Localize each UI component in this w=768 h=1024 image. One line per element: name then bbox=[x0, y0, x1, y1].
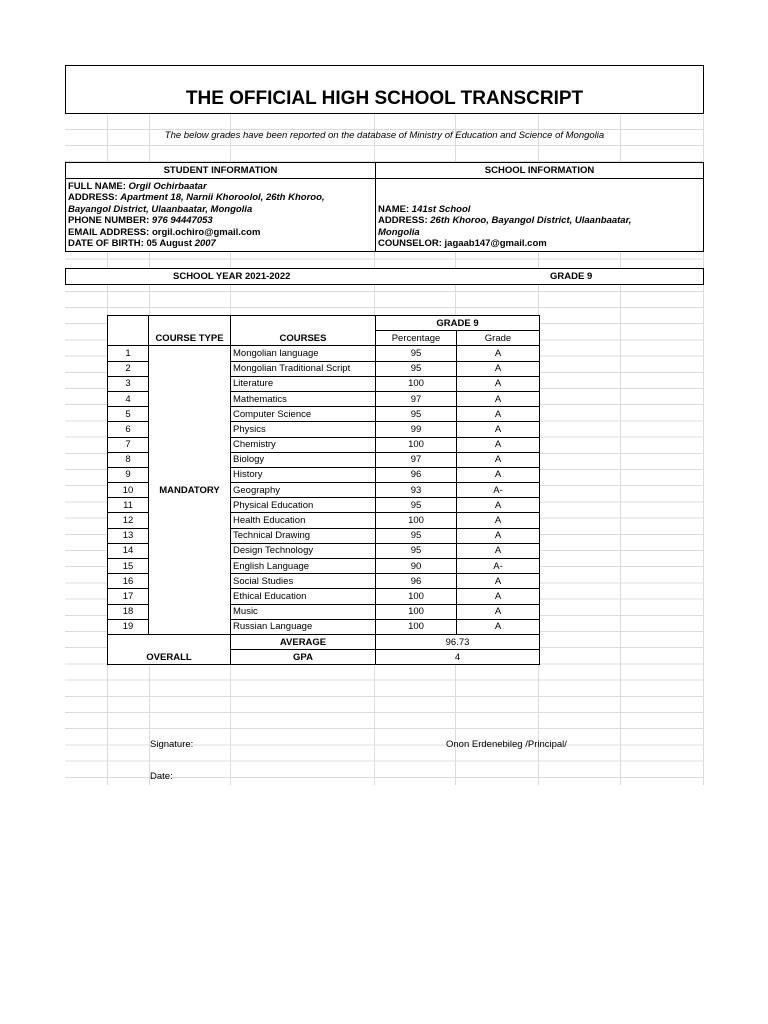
course-name: Social Studies bbox=[231, 574, 376, 589]
letter-grade: A bbox=[457, 574, 540, 589]
letter-grade: A bbox=[457, 604, 540, 619]
average-value: 96.73 bbox=[376, 634, 540, 649]
table-row bbox=[108, 346, 540, 361]
label: ADDRESS: bbox=[378, 215, 428, 227]
courses-header: COURSES bbox=[231, 316, 376, 346]
course-name: Chemistry bbox=[231, 437, 376, 452]
row-number: 1 bbox=[108, 346, 149, 361]
grades-table bbox=[107, 315, 540, 665]
course-name: Physical Education bbox=[231, 498, 376, 513]
student-dob-year: 2007 bbox=[194, 238, 216, 250]
course-name: Mathematics bbox=[231, 391, 376, 406]
course-type-header: COURSE TYPE bbox=[149, 316, 231, 346]
school-info-body bbox=[378, 204, 700, 250]
course-name: Geography bbox=[231, 483, 376, 498]
row-number: 3 bbox=[108, 376, 149, 391]
label: ADDRESS: bbox=[68, 192, 118, 204]
student-email-line bbox=[68, 227, 373, 238]
title-text: THE OFFICIAL HIGH SCHOOL TRANSCRIPT bbox=[185, 88, 584, 109]
student-phone-line bbox=[68, 215, 373, 226]
row-number: 17 bbox=[108, 589, 149, 604]
row-number: 14 bbox=[108, 543, 149, 558]
row-number: 12 bbox=[108, 513, 149, 528]
page-title bbox=[65, 65, 704, 114]
label: FULL NAME: bbox=[68, 181, 126, 192]
student-address-cont: Bayangol District, Ulaanbaatar, Mongolia bbox=[68, 203, 253, 215]
school-year: SCHOOL YEAR 2021-2022 bbox=[173, 271, 291, 282]
letter-grade: A- bbox=[457, 559, 540, 574]
percentage: 95 bbox=[376, 543, 457, 558]
student-email: orgil.ochiro@gmail.com bbox=[151, 226, 261, 238]
letter-grade: A bbox=[457, 361, 540, 376]
percentage-header: Percentage bbox=[376, 331, 457, 346]
grade-col-header: Grade bbox=[457, 331, 540, 346]
num-header bbox=[108, 316, 149, 346]
percentage: 100 bbox=[376, 376, 457, 391]
letter-grade: A bbox=[457, 498, 540, 513]
label: EMAIL ADDRESS: bbox=[68, 226, 150, 238]
row-number: 8 bbox=[108, 452, 149, 467]
row-number: 16 bbox=[108, 574, 149, 589]
student-address: Apartment 18, Narnii Khoroolol, 26th Khoroo, bbox=[120, 192, 325, 204]
principal-name: Onon Erdenebileg /Principal/ bbox=[446, 739, 567, 750]
signature-label: Signature: bbox=[150, 739, 194, 750]
student-name: Orgil Ochirbaatar bbox=[128, 181, 207, 192]
course-name: Physics bbox=[231, 422, 376, 437]
date-label: Date: bbox=[150, 771, 173, 782]
row-number: 15 bbox=[108, 559, 149, 574]
percentage: 100 bbox=[376, 604, 457, 619]
percentage: 100 bbox=[376, 589, 457, 604]
percentage: 95 bbox=[376, 407, 457, 422]
info-section bbox=[65, 162, 704, 252]
student-dob-line bbox=[68, 238, 373, 249]
student-dob: 05 August bbox=[146, 238, 193, 250]
percentage: 95 bbox=[376, 498, 457, 513]
letter-grade: A bbox=[457, 513, 540, 528]
course-name: Computer Science bbox=[231, 407, 376, 422]
course-type-cell: MANDATORY bbox=[149, 346, 231, 635]
percentage: 96 bbox=[376, 574, 457, 589]
percentage: 90 bbox=[376, 559, 457, 574]
school-name-line bbox=[378, 204, 700, 215]
student-name-line bbox=[68, 181, 373, 192]
course-name: Technical Drawing bbox=[231, 528, 376, 543]
percentage: 95 bbox=[376, 361, 457, 376]
gpa-label: GPA bbox=[231, 650, 376, 665]
letter-grade: A bbox=[457, 528, 540, 543]
average-row bbox=[108, 634, 540, 649]
school-counselor-line bbox=[378, 238, 700, 249]
course-name: Health Education bbox=[231, 513, 376, 528]
percentage: 100 bbox=[376, 619, 457, 634]
row-number: 7 bbox=[108, 437, 149, 452]
letter-grade: A bbox=[457, 376, 540, 391]
row-number: 4 bbox=[108, 391, 149, 406]
percentage: 95 bbox=[376, 528, 457, 543]
letter-grade: A bbox=[457, 422, 540, 437]
course-name: Russian Language bbox=[231, 619, 376, 634]
grade-level: GRADE 9 bbox=[550, 271, 593, 282]
course-name: Ethical Education bbox=[231, 589, 376, 604]
percentage: 96 bbox=[376, 467, 457, 482]
letter-grade: A bbox=[457, 619, 540, 634]
school-address-line bbox=[378, 215, 700, 226]
letter-grade: A- bbox=[457, 483, 540, 498]
school-address-cont: Mongolia bbox=[378, 226, 420, 238]
letter-grade: A bbox=[457, 346, 540, 361]
percentage: 97 bbox=[376, 452, 457, 467]
school-address: 26th Khoroo, Bayangol District, Ulaanbaatar, bbox=[430, 215, 632, 227]
percentage: 97 bbox=[376, 391, 457, 406]
school-counselor: jagaab147@gmail.com bbox=[444, 238, 547, 250]
grade-header: GRADE 9 bbox=[376, 316, 540, 331]
course-name: Literature bbox=[231, 376, 376, 391]
course-name: Biology bbox=[231, 452, 376, 467]
course-name: Mongolian Traditional Script bbox=[231, 361, 376, 376]
report-note: The below grades have been reported on the database of Ministry of Education and Science of Mongolia bbox=[164, 130, 605, 141]
grade-rows bbox=[108, 346, 540, 635]
percentage: 93 bbox=[376, 483, 457, 498]
row-number: 13 bbox=[108, 528, 149, 543]
letter-grade: A bbox=[457, 543, 540, 558]
letter-grade: A bbox=[457, 391, 540, 406]
row-number: 2 bbox=[108, 361, 149, 376]
row-number: 11 bbox=[108, 498, 149, 513]
school-name: 141st School bbox=[411, 204, 471, 215]
course-name: English Language bbox=[231, 559, 376, 574]
percentage: 100 bbox=[376, 437, 457, 452]
label: PHONE NUMBER: bbox=[68, 215, 150, 227]
gpa-value: 4 bbox=[376, 650, 540, 665]
course-name: Mongolian language bbox=[231, 346, 376, 361]
row-number: 18 bbox=[108, 604, 149, 619]
overall-label: OVERALL bbox=[108, 634, 231, 664]
label: DATE OF BIRTH: bbox=[68, 238, 144, 250]
course-name: Music bbox=[231, 604, 376, 619]
student-info-body bbox=[68, 181, 373, 249]
school-year-bar bbox=[65, 268, 704, 285]
table-header-row bbox=[108, 316, 540, 331]
row-number: 9 bbox=[108, 467, 149, 482]
student-address-line bbox=[68, 192, 373, 203]
course-name: Design Technology bbox=[231, 543, 376, 558]
row-number: 19 bbox=[108, 619, 149, 634]
letter-grade: A bbox=[457, 452, 540, 467]
average-label: AVERAGE bbox=[231, 634, 376, 649]
row-number: 5 bbox=[108, 407, 149, 422]
percentage: 99 bbox=[376, 422, 457, 437]
letter-grade: A bbox=[457, 589, 540, 604]
student-phone: 976 94447053 bbox=[151, 215, 213, 227]
student-info-header: STUDENT INFORMATION bbox=[66, 163, 375, 179]
row-number: 10 bbox=[108, 483, 149, 498]
letter-grade: A bbox=[457, 467, 540, 482]
label: NAME: bbox=[378, 204, 410, 215]
school-info-header: SCHOOL INFORMATION bbox=[376, 163, 703, 179]
percentage: 100 bbox=[376, 513, 457, 528]
row-number: 6 bbox=[108, 422, 149, 437]
letter-grade: A bbox=[457, 437, 540, 452]
letter-grade: A bbox=[457, 407, 540, 422]
label: COUNSELOR: bbox=[378, 238, 442, 250]
course-name: History bbox=[231, 467, 376, 482]
percentage: 95 bbox=[376, 346, 457, 361]
